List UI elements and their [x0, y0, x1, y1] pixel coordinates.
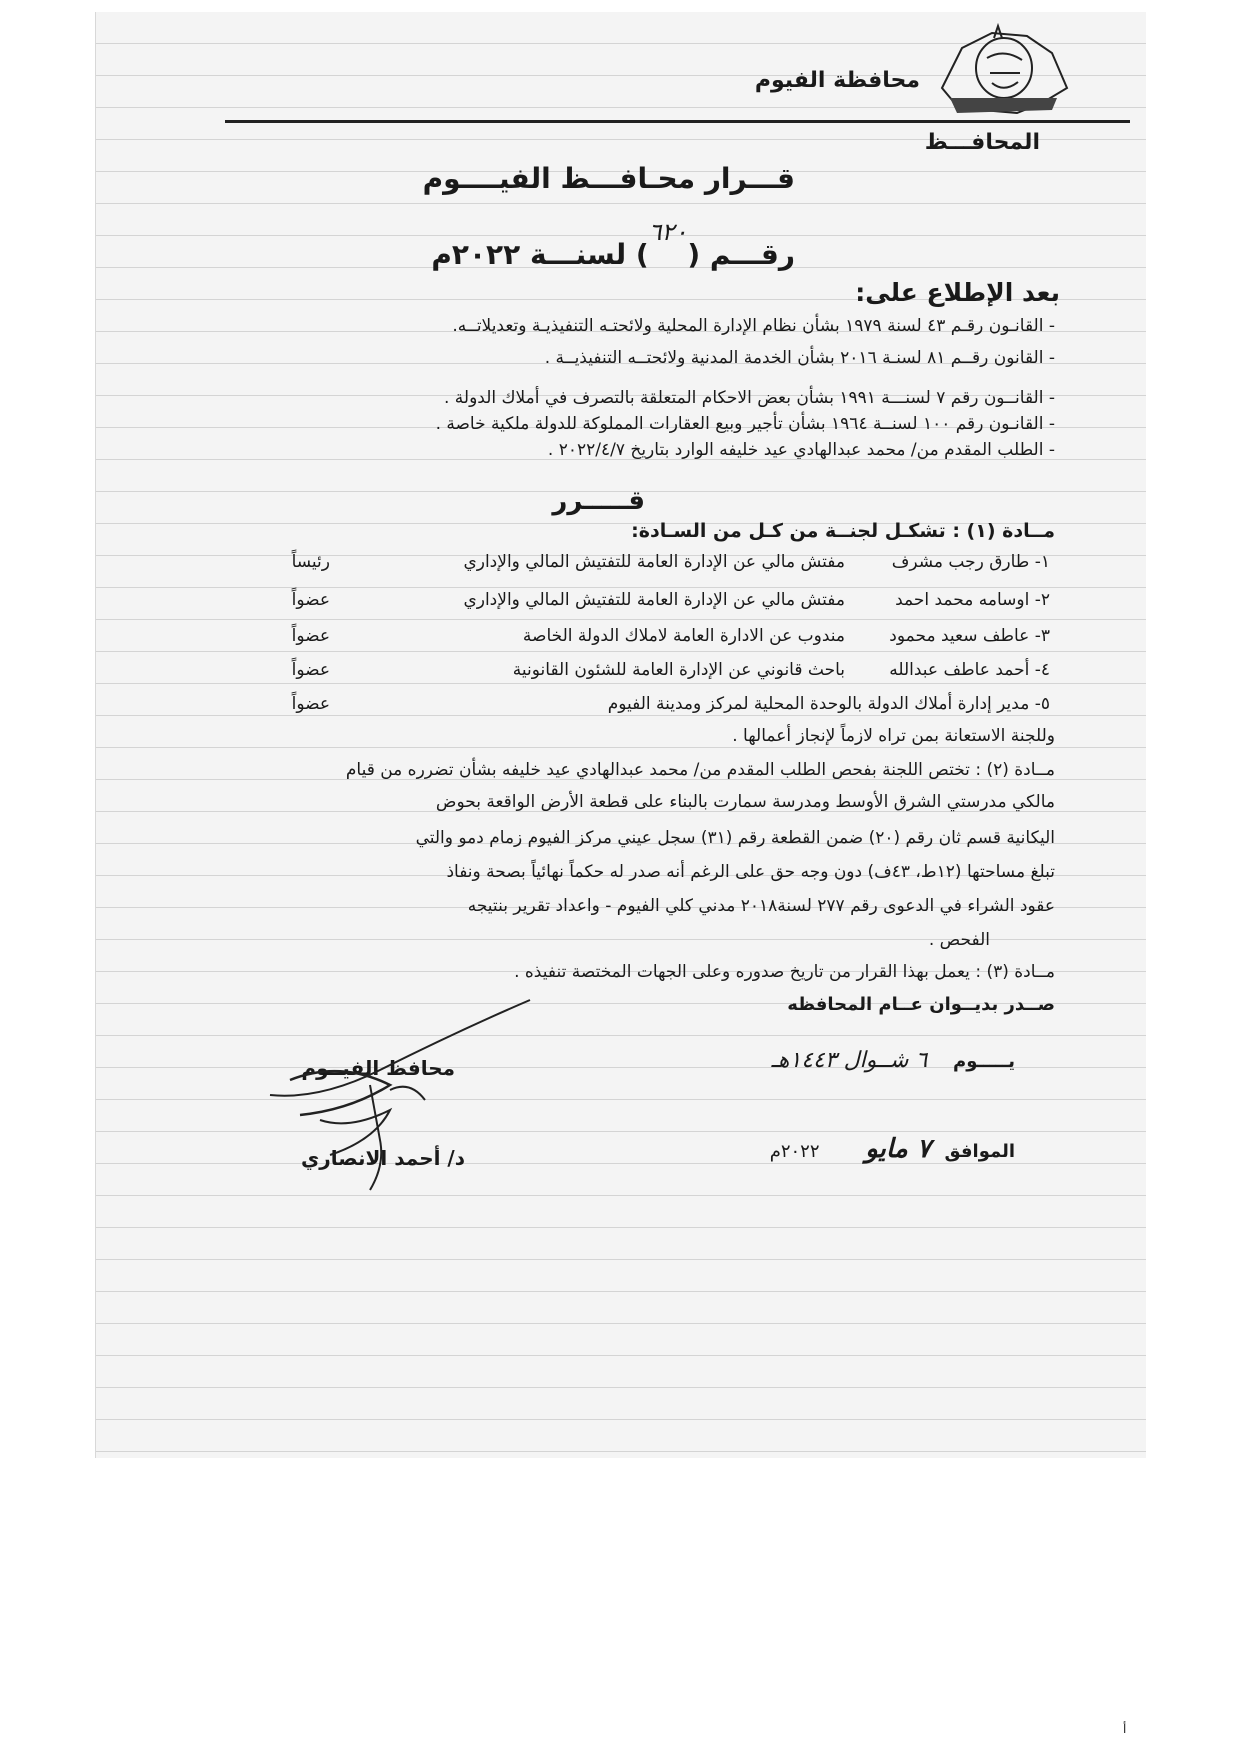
member-role: عضواً — [291, 626, 330, 646]
preamble-item: - القانـون رقـم ٤٣ لسنة ١٩٧٩ بشأن نظام الإدارة المحلية ولائحتـه التنفيذيـة وتعديلاتــه. — [452, 316, 1055, 336]
member-name: ٥- مدير إدارة أملاك الدولة بالوحدة المحلية لمركز ومدينة الفيوم — [607, 694, 1050, 714]
signature-title: محافظ الفيــوم — [301, 1056, 455, 1080]
date-hijri-handwritten: ٦ شــوال ١٤٤٣هـ — [771, 1048, 928, 1073]
decision-number — [431, 218, 795, 271]
preamble-item: - الطلب المقدم من/ محمد عبدالهادي عيد خليفه الوارد بتاريخ ٢٠٢٢/٤/٧ . — [547, 440, 1055, 460]
handwritten-signature — [260, 990, 560, 1210]
issued-line: صــدر بديــوان عــام المحافظه — [787, 994, 1055, 1015]
date-hijri-prefix: يـــــوم — [953, 1051, 1015, 1072]
member-position: باحث قانوني عن الإدارة العامة للشئون القانونية — [512, 660, 845, 680]
number-prefix: رقـــم ( — [687, 238, 795, 271]
article2-line: مــادة (٢) : تختص اللجنة بفحص الطلب المقدم من/ محمد عبدالهادي عيد خليفه بشأن تضرره من قيام — [345, 760, 1055, 780]
member-role: عضواً — [291, 694, 330, 714]
number-suffix: ) لسنـــة ٢٠٢٢م — [431, 238, 649, 271]
member-position: مندوب عن الادارة العامة لاملاك الدولة الخاصة — [522, 626, 845, 646]
signature-name: د/ أحمد الانصاري — [300, 1146, 465, 1170]
office-title: المحافـــظ — [924, 130, 1040, 155]
member-name: ٤- أحمد عاطف عبدالله — [889, 660, 1050, 680]
date-gregorian-prefix: الموافق — [944, 1141, 1015, 1162]
number-handwritten: ٦٢٠ — [648, 218, 688, 246]
preamble-item: - القانــون رقم ٧ لسنـــة ١٩٩١ بشأن بعض الاحكام المتعلقة بالتصرف في أملاك الدولة . — [443, 388, 1055, 408]
member-position: مفتش مالي عن الإدارة العامة للتفتيش المالي والإداري — [463, 552, 845, 572]
date-gregorian — [770, 1134, 1015, 1164]
date-hijri — [771, 1048, 1015, 1073]
article2-line: تبلغ مساحتها (١٢ط، ٤٣ف) دون وجه حق على الرغم أنه صدر له حكماً نهائياً بصحة ونفاذ — [446, 862, 1055, 882]
article1-note: وللجنة الاستعانة بمن تراه لازماً لإنجاز أعمالها . — [732, 726, 1055, 746]
member-name: ٢- اوسامه محمد احمد — [895, 590, 1050, 610]
page-mark: أ — [1123, 1722, 1127, 1736]
article2-line: الفحص . — [928, 930, 990, 950]
member-position: مفتش مالي عن الإدارة العامة للتفتيش المالي والإداري — [463, 590, 845, 610]
article3: مــادة (٣) : يعمل بهذا القرار من تاريخ صدوره وعلى الجهات المختصة تنفيذه . — [514, 962, 1055, 982]
preamble-heading: بعد الإطلاع على: — [855, 278, 1060, 307]
member-role: عضواً — [291, 660, 330, 680]
date-gregorian-handwritten: ٧ مايو — [865, 1134, 931, 1164]
governorate-seal-logo — [932, 18, 1072, 123]
article2-line: عقود الشراء في الدعوى رقم ٢٧٧ لسنة٢٠١٨ مدني كلي الفيوم - واعداد تقرير بنتيجه — [467, 896, 1055, 916]
date-gregorian-year: ٢٠٢٢م — [769, 1141, 820, 1162]
member-name: ٣- عاطف سعيد محمود — [889, 626, 1050, 646]
article1-heading: مــادة (١) : تشكـل لجنــة من كـل من السـادة: — [631, 520, 1055, 542]
decides-heading: قـــــرر — [552, 486, 645, 516]
governorate-name: محافظة الفيوم — [754, 68, 920, 93]
header-rule — [225, 120, 1130, 123]
member-name: ١- طارق رجب مشرف — [891, 552, 1050, 572]
member-role: عضواً — [291, 590, 330, 610]
article2-line: اليكانية قسم ثان رقم (٢٠) ضمن القطعة رقم (٣١) سجل عيني مركز الفيوم زمام دمو والتي — [415, 828, 1055, 848]
preamble-item: - القانـون رقم ١٠٠ لسنــة ١٩٦٤ بشأن تأجير وبيع العقارات المملوكة للدولة ملكية خاصة . — [435, 414, 1055, 434]
article2-line: مالكي مدرستي الشرق الأوسط ومدرسة سمارت بالبناء على قطعة الأرض الواقعة بحوض — [435, 792, 1055, 812]
member-role: رئيساً — [291, 552, 330, 572]
decision-title: قـــرار محـافـــظ الفيــــوم — [422, 162, 795, 195]
preamble-item: - القانون رقــم ٨١ لسنـة ٢٠١٦ بشأن الخدمة المدنية ولائحتــه التنفيذيــة . — [544, 348, 1055, 368]
